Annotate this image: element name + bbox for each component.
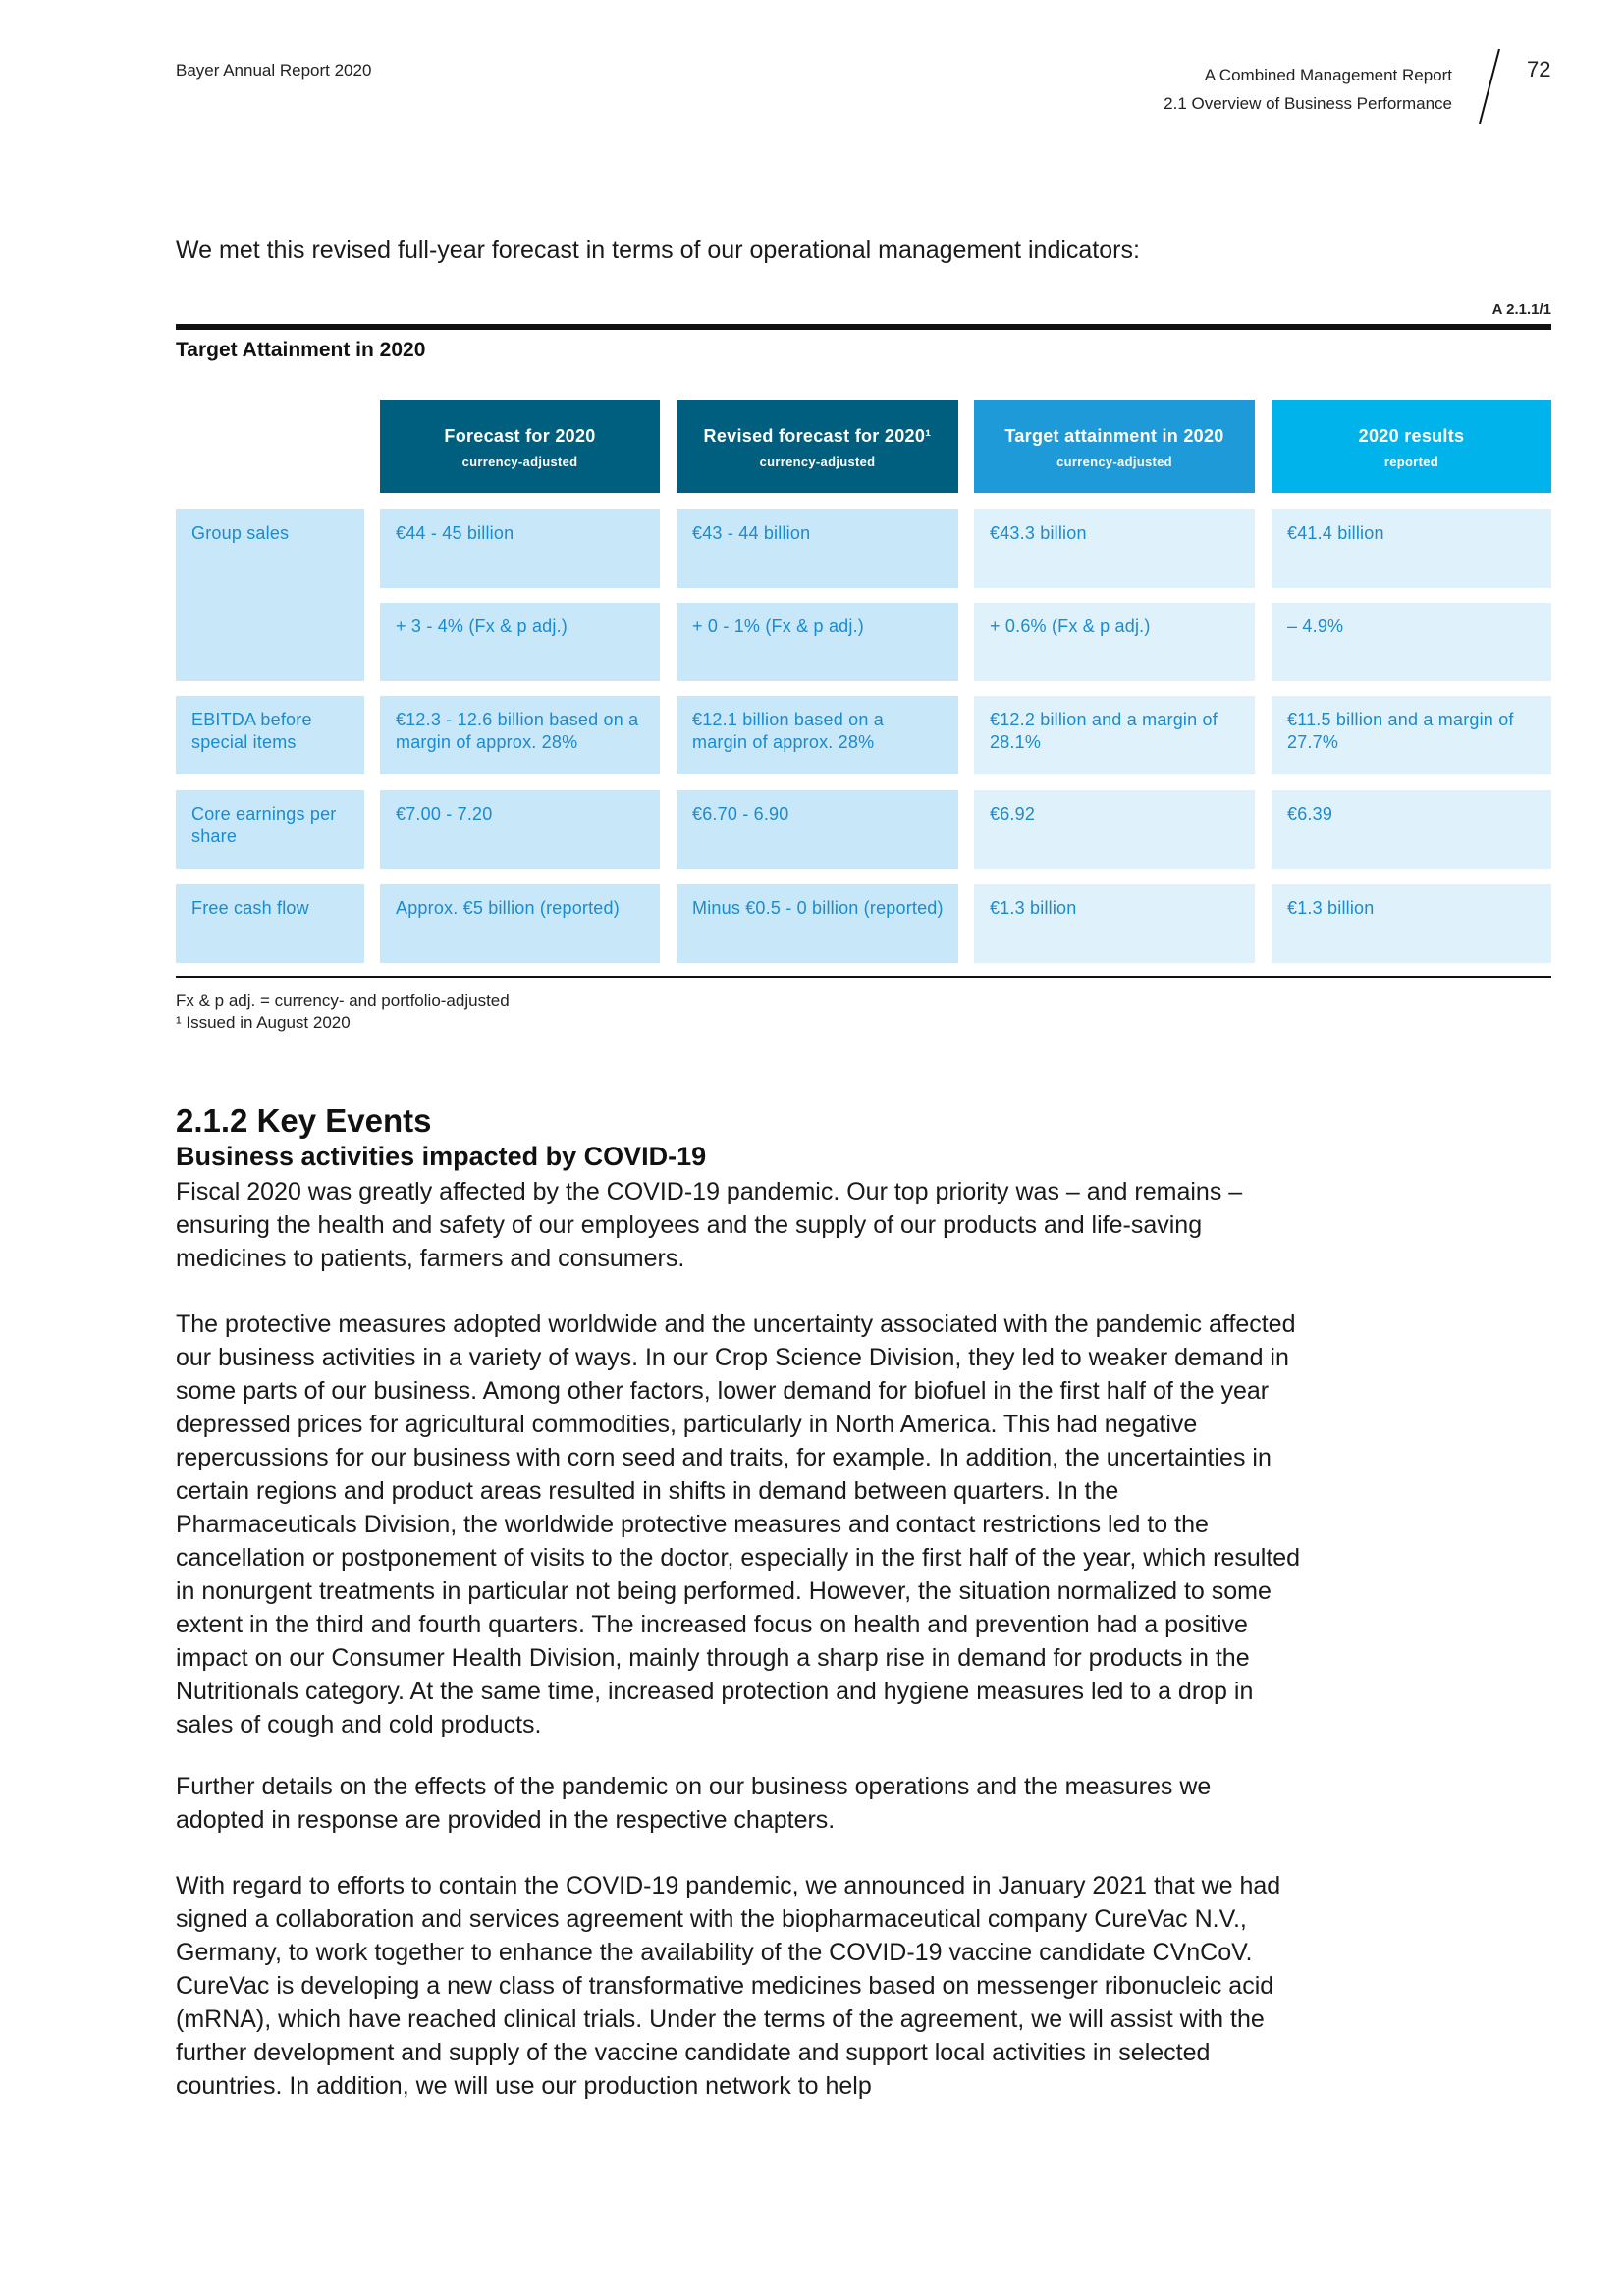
table-footnotes [176,990,510,1034]
table-cell: €41.4 billion [1272,509,1551,588]
table-cell: €12.2 billion and a margin of 28.1% [974,696,1255,774]
column-header-results [1272,400,1551,493]
column-header-title: 2020 results [1358,426,1465,446]
table-cell: + 0.6% (Fx & p adj.) [974,603,1255,681]
table-cell: – 4.9% [1272,603,1551,681]
table-title: Target Attainment in 2020 [176,339,426,361]
row-label-core-eps: Core earnings per share [176,790,364,869]
table-cell: €43.3 billion [974,509,1255,588]
table-cell: Approx. €5 billion (reported) [380,884,660,963]
table-cell: + 3 - 4% (Fx & p adj.) [380,603,660,681]
column-header-title: Revised forecast for 2020¹ [703,426,932,446]
column-header-forecast [380,400,660,493]
table-cell: €12.3 - 12.6 billion based on a margin of approx. 28% [380,696,660,774]
table-id: A 2.1.1/1 [1491,301,1551,318]
row-label-group-sales: Group sales [176,509,364,681]
table-bottom-rule [176,976,1551,978]
column-header-subtitle: currency-adjusted [1056,454,1172,469]
paragraph: Further details on the effects of the pandemic on our business operations and the measures we adopted in response are provided in the respective chapters. [176,1773,1212,1834]
column-header-title: Target attainment in 2020 [1004,426,1224,446]
table-cell: €12.1 billion based on a margin of approx. 28% [677,696,958,774]
intro-sentence: We met this revised full-year forecast in terms of our operational management indicators: [176,237,1140,264]
table-cell: €44 - 45 billion [380,509,660,588]
table-cell: €43 - 44 billion [677,509,958,588]
column-header-target-attainment [974,400,1255,493]
table-cell: + 0 - 1% (Fx & p adj.) [677,603,958,681]
column-header-subtitle: reported [1383,454,1439,469]
table-cell: €1.3 billion [1272,884,1551,963]
subsection-title: 2.1 Overview of Business Performance [1164,94,1452,113]
column-header-subtitle: currency-adjusted [759,454,876,469]
section-heading: 2.1.2 Key Events [176,1102,432,1139]
table-cell: €6.92 [974,790,1255,869]
table-top-rule [176,324,1551,330]
divider-slash-icon [1470,49,1509,124]
row-label-free-cash-flow: Free cash flow [176,884,364,963]
column-header-revised-forecast [677,400,958,493]
column-header-title: Forecast for 2020 [444,426,596,446]
table-cell: €6.70 - 6.90 [677,790,958,869]
footnote-issued: ¹ Issued in August 2020 [176,1013,351,1032]
column-header-subtitle: currency-adjusted [461,454,578,469]
section-title: A Combined Management Report [1204,66,1452,84]
footnote-fx: Fx & p adj. = currency- and portfolio-adjusted [176,991,510,1010]
table-cell: €11.5 billion and a margin of 27.7% [1272,696,1551,774]
section-subheading: Business activities impacted by COVID-19 [176,1142,707,1171]
row-label-ebitda: EBITDA before special items [176,696,364,774]
table-cell: €6.39 [1272,790,1551,869]
paragraph: Fiscal 2020 was greatly affected by the COVID-19 pandemic. Our top priority was – and remains – ensuring the health and safety of our employees and the supply of our products and life-saving medicines to patients, farmers and consumers. [176,1178,1243,1272]
table-cell: €1.3 billion [974,884,1255,963]
paragraph: With regard to efforts to contain the COVID-19 pandemic, we announced in January 2021 that we had signed a collaboration and services agreement with the biopharmaceutical company CureVac N.V., Germany, to work together to enhance the availability of the COVID-19 vaccine candidate CVnCoV. CureVac is developing a new class of transformative medicines based on messenger ribonucleic acid (mRNA), which have reached clinical trials. Under the terms of the agreement, we will assist with the further development and supply of the vaccine candidate and support local activities in selected countries. In addition, we will use our production network to help [176,1872,1281,2100]
table-cell: €7.00 - 7.20 [380,790,660,869]
report-title: Bayer Annual Report 2020 [176,61,372,80]
page-number: 72 [1527,57,1551,81]
section-breadcrumb [1164,61,1452,118]
paragraph: The protective measures adopted worldwide and the uncertainty associated with the pandemic affected our business activities in a variety of ways. In our Crop Science Division, they led to weaker demand in some parts of our business. Among other factors, lower demand for biofuel in the first half of the year depressed prices for agricultural commodities, particularly in North America. This had negative repercussions for our business with corn seed and traits, for example. In addition, the uncertainties in certain regions and product areas resulted in shifts in demand between quarters. In the Pharmaceuticals Division, the worldwide protective measures and contact restrictions led to the cancellation or postponement of visits to the doctor, especially in the first half of the year, which resulted in nonurgent treatments in particular not being performed. However, the situation normalized to some extent in the third and fourth quarters. The increased focus on health and prevention had a positive impact on our Consumer Health Division, mainly through a sharp rise in demand for products in the Nutritionals category. At the same time, increased protection and hygiene measures led to a drop in sales of cough and cold products. [176,1310,1301,1738]
table-cell: Minus €0.5 - 0 billion (reported) [677,884,958,963]
